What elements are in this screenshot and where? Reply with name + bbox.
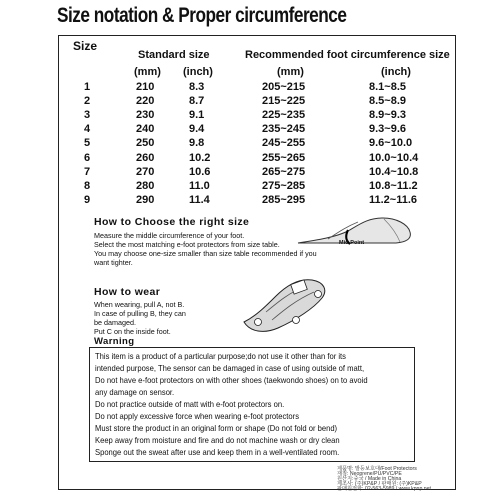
circumference-inch: 9.3~9.6 [369, 123, 407, 136]
warning-line: Keep away from moisture and fire and do not machine wash or dry clean [95, 436, 340, 445]
standard-mm: 210 [136, 81, 155, 93]
wear-line: Put C on the inside foot. [94, 327, 171, 336]
standard-inch: 9.1 [189, 109, 205, 122]
warning-line: intended purpose, The sensor can be damaged in case of using outside of matt, [95, 364, 365, 373]
footer-line: 제품명: 발등보호대/Foot Protectors [337, 466, 417, 472]
size-number: 1 [84, 81, 91, 93]
standard-mm: 250 [136, 137, 155, 150]
choose-line: want tighter. [94, 258, 133, 267]
standard-inch: 9.8 [189, 137, 205, 150]
circumference-mm: 235~245 [262, 123, 306, 136]
footer-line: 제조사: (주)KP&P / 판매원: (주)KP&P [337, 481, 422, 487]
standard-inch: 10.6 [189, 165, 211, 178]
circumference-mm: 285~295 [262, 193, 306, 206]
standard-size-header: Standard size [138, 49, 210, 61]
page-title: Size notation & Proper circumference [57, 4, 347, 27]
inch-header: (inch) [183, 66, 213, 78]
circumference-inch: 10.0~10.4 [369, 151, 419, 164]
standard-inch: 8.7 [189, 95, 205, 108]
footer-line: 재질: Neoprene/PU/PVC/PE [337, 471, 402, 477]
choose-line: Measure the middle circumference of your foot. [94, 231, 245, 240]
standard-mm: 270 [136, 165, 155, 178]
warning-line: Do not have e-foot protectors on with other shoes (taekwondo shoes) on to avoid [95, 376, 368, 385]
warning-line: any damage on sensor. [95, 388, 175, 397]
standard-mm: 230 [136, 109, 155, 122]
circumference-mm: 265~275 [262, 165, 306, 178]
circumference-inch: 9.6~10.0 [369, 137, 413, 150]
size-number: 4 [84, 123, 91, 136]
foot-protector-illustration [236, 272, 332, 338]
circumference-mm: 215~225 [262, 95, 306, 108]
size-number: 7 [84, 165, 91, 178]
circumference-mm: 275~285 [262, 179, 306, 192]
circumference-mm: 205~215 [262, 81, 306, 93]
standard-mm: 220 [136, 95, 155, 108]
circumference-inch: 8.9~9.3 [369, 109, 407, 122]
wear-line: In case of pulling B, they can [94, 309, 186, 318]
size-number: 5 [84, 137, 91, 150]
circ-inch-header: (inch) [381, 66, 411, 78]
circ-mm-header: (mm) [277, 66, 304, 78]
size-number: 2 [84, 95, 91, 108]
size-number: 6 [84, 151, 91, 164]
choose-line: Select the most matching e-foot protectors from size table. [94, 240, 280, 249]
standard-inch: 9.4 [189, 123, 205, 136]
standard-inch: 11.4 [189, 193, 210, 206]
circumference-inch: 10.4~10.8 [369, 165, 419, 178]
standard-inch: 11.0 [189, 179, 210, 192]
size-number: 8 [84, 179, 91, 192]
standard-inch: 8.3 [189, 81, 205, 93]
choose-title: How to Choose the right size [94, 216, 250, 228]
warning-line: Must store the product in an original form or shape (Do not fold or bend) [95, 424, 338, 433]
footer-line: 원산지:중국 / Made in China [337, 476, 402, 482]
warning-line: Sponge out the sweat after use and keep them in a well-ventilated room. [95, 448, 340, 457]
standard-inch: 10.2 [189, 151, 211, 164]
warning-line: This item is a product of a particular purpose;do not use it other than for its [95, 352, 346, 361]
recommended-header: Recommended foot circumference size [245, 49, 450, 61]
circumference-inch: 8.1~8.5 [369, 81, 407, 93]
standard-mm: 280 [136, 179, 155, 192]
circumference-inch: 8.5~8.9 [369, 95, 407, 108]
warning-title: Warning [94, 336, 135, 347]
mm-header: (mm) [134, 66, 161, 78]
warning-line: Do not practice outside of matt with e-foot protectors on. [95, 400, 285, 409]
size-number: 9 [84, 193, 91, 206]
wear-line: be damaged. [94, 318, 136, 327]
circumference-inch: 10.8~11.2 [369, 179, 418, 192]
standard-mm: 260 [136, 151, 155, 164]
midpoint-label: Mid-Point [339, 240, 365, 246]
circumference-mm: 255~265 [262, 151, 306, 164]
circumference-inch: 11.2~11.6 [369, 193, 418, 206]
wear-title: How to wear [94, 286, 161, 298]
choose-line: You may choose one-size smaller than size table recommended if you [94, 249, 317, 258]
warning-line: Do not apply excessive force when wearing e-foot protectors [95, 412, 300, 421]
circumference-mm: 245~255 [262, 137, 306, 150]
footer-line: 판매원전화: 02-563-5989 / www.kpnp.net [337, 486, 431, 492]
wear-line: When wearing, pull A, not B. [94, 300, 185, 309]
size-number: 3 [84, 109, 91, 122]
standard-mm: 290 [136, 193, 155, 206]
standard-mm: 240 [136, 123, 155, 136]
size-column-label: Size [73, 39, 98, 53]
circumference-mm: 225~235 [262, 109, 306, 122]
